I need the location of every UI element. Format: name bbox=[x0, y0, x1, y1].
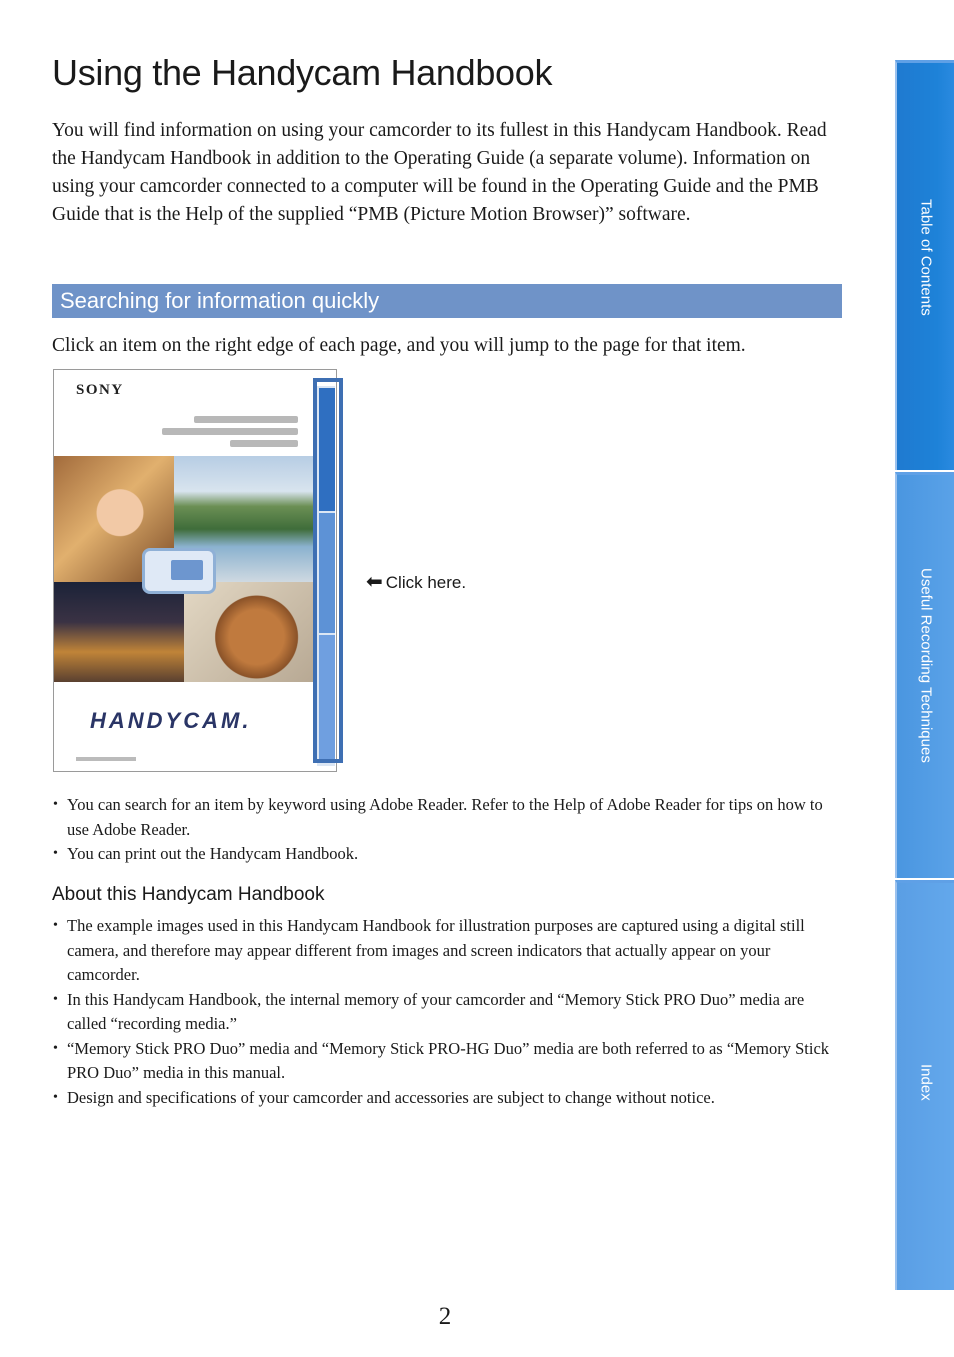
cover-model-blur bbox=[230, 440, 298, 447]
about-heading: About this Handycam Handbook bbox=[52, 884, 325, 905]
search-tips-list bbox=[52, 793, 842, 867]
photo-dog bbox=[184, 582, 316, 682]
sony-logo: SONY bbox=[76, 382, 124, 398]
list-item: • You can print out the Handycam Handbook. bbox=[52, 842, 842, 867]
side-tab-index[interactable] bbox=[895, 880, 954, 1290]
intro-paragraph: You will find information on using your camcorder to its fullest in this Handycam Handbook. Read the Handycam Handbook in addition to the Operating Guide (a separate volume). Information on using your camcorder connected to a computer will be found in the Operating Guide and the PMB Guide that is the Help of the supplied “PMB (Picture Motion Browser)” software. bbox=[52, 120, 827, 225]
side-tab-label: Index bbox=[917, 1064, 934, 1101]
side-tab-table-of-contents[interactable] bbox=[895, 60, 954, 470]
arrow-left-icon: ⬅ bbox=[366, 571, 383, 593]
search-instruction: Click an item on the right edge of each page, and you will jump to the page for that item. bbox=[52, 335, 746, 356]
page-number: 2 bbox=[438, 1303, 452, 1330]
photo-city-night bbox=[54, 582, 184, 682]
section-heading-searching: Searching for information quickly bbox=[52, 284, 842, 318]
cover-footer-blur bbox=[76, 757, 136, 761]
side-tab-label: Useful Recording Techniques bbox=[917, 568, 934, 763]
list-item: • In this Handycam Handbook, the internal memory of your camcorder and “Memory Stick PRO Duo” media are called “recording media.” bbox=[52, 988, 842, 1037]
side-tab-label: Table of Contents bbox=[917, 199, 934, 316]
list-item: • You can search for an item by keyword using Adobe Reader. Refer to the Help of Adobe Reader for tips on how to use Adobe Reader. bbox=[52, 793, 842, 842]
click-here-callout bbox=[366, 569, 466, 594]
click-here-label: Click here. bbox=[385, 573, 467, 592]
cover-title-blur bbox=[194, 416, 298, 423]
highlight-box bbox=[313, 378, 343, 763]
handycam-logo: HANDYCAM. bbox=[90, 708, 252, 733]
page-title: Using the Handycam Handbook bbox=[52, 52, 553, 93]
camcorder-icon bbox=[142, 548, 216, 594]
about-notes-list bbox=[52, 914, 842, 1110]
list-item: • Design and specifications of your camcorder and accessories are subject to change without notice. bbox=[52, 1086, 842, 1111]
side-tab-useful-recording-techniques[interactable] bbox=[895, 472, 954, 878]
list-item: • “Memory Stick PRO Duo” media and “Memory Stick PRO-HG Duo” media are both referred to as “Memory Stick PRO Duo” media in this manual. bbox=[52, 1037, 842, 1086]
handbook-cover-illustration bbox=[53, 369, 337, 772]
cover-model-blur bbox=[162, 428, 298, 435]
list-item: • The example images used in this Handycam Handbook for illustration purposes are captured using a digital still camera, and therefore may appear different from images and screen indicators that actually appear on your camcorder. bbox=[52, 914, 842, 988]
